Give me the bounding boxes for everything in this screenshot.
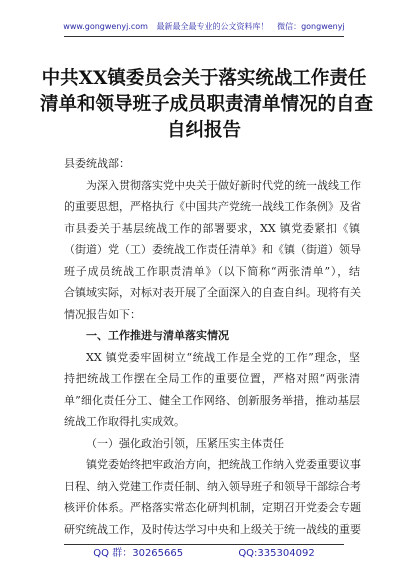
- site-url[interactable]: www.gongwenyj.com: [63, 22, 148, 31]
- body-line: 统战工作取得扎实成效。: [64, 415, 185, 428]
- salutation: 县委统战部：: [64, 157, 130, 170]
- body-line: 的重要思想，严格执行《中国共产党统一战线工作条例》及省: [64, 200, 361, 213]
- body-line: 单”细化责任分工、健全工作网络、创新服务举措，推动基层: [64, 393, 360, 407]
- body-line: XX 镇党委牢固树立“统战工作是全党的工作”理念，坚: [86, 350, 360, 364]
- page-header: [0, 22, 408, 32]
- page-footer: [0, 548, 408, 560]
- site-slogan: 最新最全最专业的公文资料库！: [156, 22, 269, 31]
- body-line: 研究统战工作，及时传达学习中央和上级关于统一战线的重要: [64, 522, 361, 536]
- document-title: [40, 66, 374, 144]
- header-divider: [64, 36, 344, 37]
- body-line: 班子成员统战工作职责清单》（以下简称“两张清单”），结: [64, 264, 360, 278]
- title-line-1: 中共XX镇委员会关于落实统战工作责任: [41, 68, 367, 89]
- footer-divider: [64, 544, 344, 545]
- body-line: 日程、纳入党建工作责任制、纳入领导班子和领导干部综合考: [64, 479, 361, 493]
- body-line: 市县委关于基层统战工作的部署要求，XX 镇党委紧扣《镇: [64, 221, 360, 235]
- title-line-2: 清单和领导班子成员职责清单情况的自查: [40, 94, 374, 115]
- body-line: 核评价体系。严格落实常态化研判机制，定期召开党委会专题: [64, 501, 361, 514]
- qq-number: QQ:335304092: [238, 548, 315, 559]
- body-line: 情况报告如下：: [64, 307, 141, 321]
- wechat-id: 微信：gongwenyj: [277, 22, 345, 31]
- body-line: 为深入贯彻落实党中央关于做好新时代党的统一战线工作: [86, 178, 361, 192]
- body-line: （街道）党（工）委统战工作责任清单》和《镇（街道）领导: [64, 243, 361, 256]
- section-heading: 一、工作推进与清单落实情况: [86, 329, 229, 342]
- document-body: [64, 153, 360, 540]
- title-line-3: 自纠报告: [166, 120, 241, 141]
- subsection-heading: （一）强化政治引领，压紧压实主体责任: [86, 436, 284, 450]
- body-line: 持把统战工作摆在全局工作的重要位置，严格对照“两张清: [64, 372, 360, 385]
- body-line: 镇党委始终把牢政治方向，把统战工作纳入党委重要议事: [86, 458, 361, 471]
- qq-group: QQ 群：30265665: [93, 548, 184, 559]
- body-line: 合镇域实际，对标对表开展了全面深入的自查自纠。现将有关: [64, 286, 361, 299]
